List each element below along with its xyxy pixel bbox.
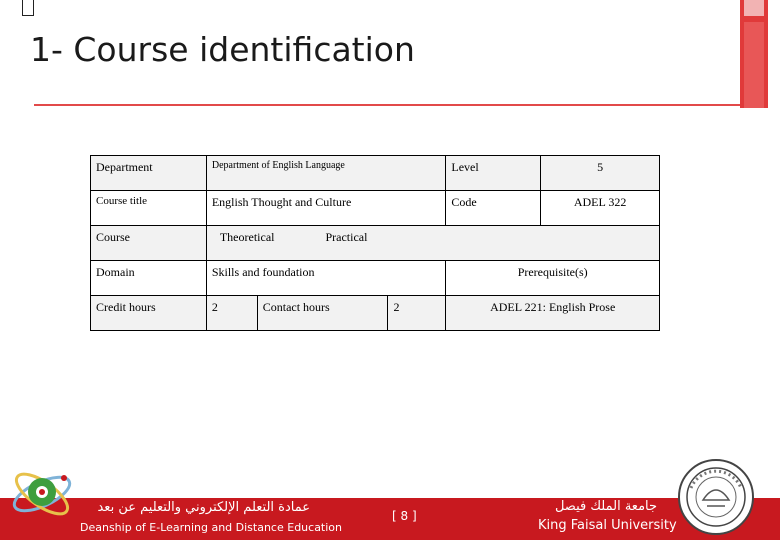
credit-hours-label: Credit hours bbox=[91, 296, 207, 331]
title-divider bbox=[34, 104, 764, 106]
page-title: 1- Course identification bbox=[30, 30, 415, 69]
table-row bbox=[91, 156, 660, 191]
code-value: ADEL 322 bbox=[541, 191, 660, 226]
prerequisite-label: Prerequisite(s) bbox=[446, 261, 660, 296]
deanship-arabic: عمادة التعلم الإلكتروني والتعليم عن بعد bbox=[97, 500, 310, 515]
corner-accent-bar bbox=[740, 0, 768, 108]
university-english: King Faisal University bbox=[538, 518, 677, 533]
code-label: Code bbox=[446, 191, 541, 226]
domain-value: Skills and foundation bbox=[206, 261, 446, 296]
table-row bbox=[91, 226, 660, 261]
university-arabic: جامعة الملك فيصل bbox=[554, 499, 658, 514]
domain-label: Domain bbox=[91, 261, 207, 296]
practical-label: Practical bbox=[325, 230, 368, 244]
university-seal-icon bbox=[677, 458, 755, 536]
course-label: Course bbox=[91, 226, 207, 261]
department-label: Department bbox=[91, 156, 207, 191]
level-label: Level bbox=[446, 156, 541, 191]
level-value: 5 bbox=[541, 156, 660, 191]
deanship-english: Deanship of E-Learning and Distance Education bbox=[80, 521, 343, 534]
table-row bbox=[91, 296, 660, 331]
prerequisite-value: ADEL 221: English Prose bbox=[446, 296, 660, 331]
table-row bbox=[91, 261, 660, 296]
checkbox-icon bbox=[22, 0, 34, 16]
course-title-value: English Thought and Culture bbox=[206, 191, 446, 226]
credit-hours-value: 2 bbox=[206, 296, 257, 331]
department-value: Department of English Language bbox=[206, 156, 446, 191]
page-number: [ 8 ] bbox=[392, 509, 417, 523]
deanship-logo-icon bbox=[6, 458, 78, 538]
contact-hours-label: Contact hours bbox=[257, 296, 388, 331]
table-row bbox=[91, 191, 660, 226]
contact-hours-value: 2 bbox=[388, 296, 446, 331]
theoretical-label: Theoretical bbox=[219, 230, 275, 244]
course-identification-table bbox=[90, 155, 660, 331]
course-type-cell bbox=[206, 226, 659, 261]
course-title-label: Course title bbox=[91, 191, 207, 226]
